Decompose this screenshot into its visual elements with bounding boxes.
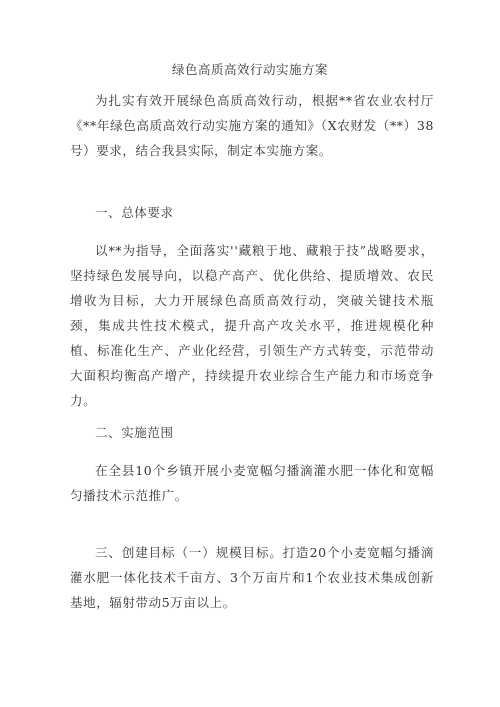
intro-paragraph: 为扎实有效开展绿色高质高效行动，根据**省农业农村厅《**年绿色高质高效行动实施方案的通知》（X农财发（**）38号）要求，结合我县实际，制定本实施方案。 xyxy=(70,93,434,158)
document-title: 绿色高质高效行动实施方案 xyxy=(171,62,328,77)
section-heading-general-requirements: 一、总体要求 xyxy=(95,205,174,220)
section-heading-implementation-scope: 二、实施范围 xyxy=(95,425,174,440)
general-requirements-paragraph: 以**为指导，全面落实''藏粮于地、藏粮于技”战略要求，坚持绿色发展导向，以稳产高产、优化供给、提质增效、农民增收为目标，大力开展绿色高质高效行动，突破关键技术瓶颈，集成共性技术模式，提升高产攻关水平，推进规模化种植、标准化生产、产业化经营，引领生产方式转变，示范带动大面积均衡高产增产，持续提升农业综合生产能力和市场竞争力。 xyxy=(70,243,434,408)
implementation-scope-paragraph: 在全县10个乡镇开展小麦宽幅匀播滴灌水肥一体化和宽幅匀播技术示范推广。 xyxy=(70,463,434,503)
construction-goals-paragraph: 三、创建目标（一）规模目标。打造20个小麦宽幅匀播滴灌水肥一体化技术千亩方、3个万亩片和1个农业技术集成创新基地，辐射带动5万亩以上。 xyxy=(70,545,434,610)
